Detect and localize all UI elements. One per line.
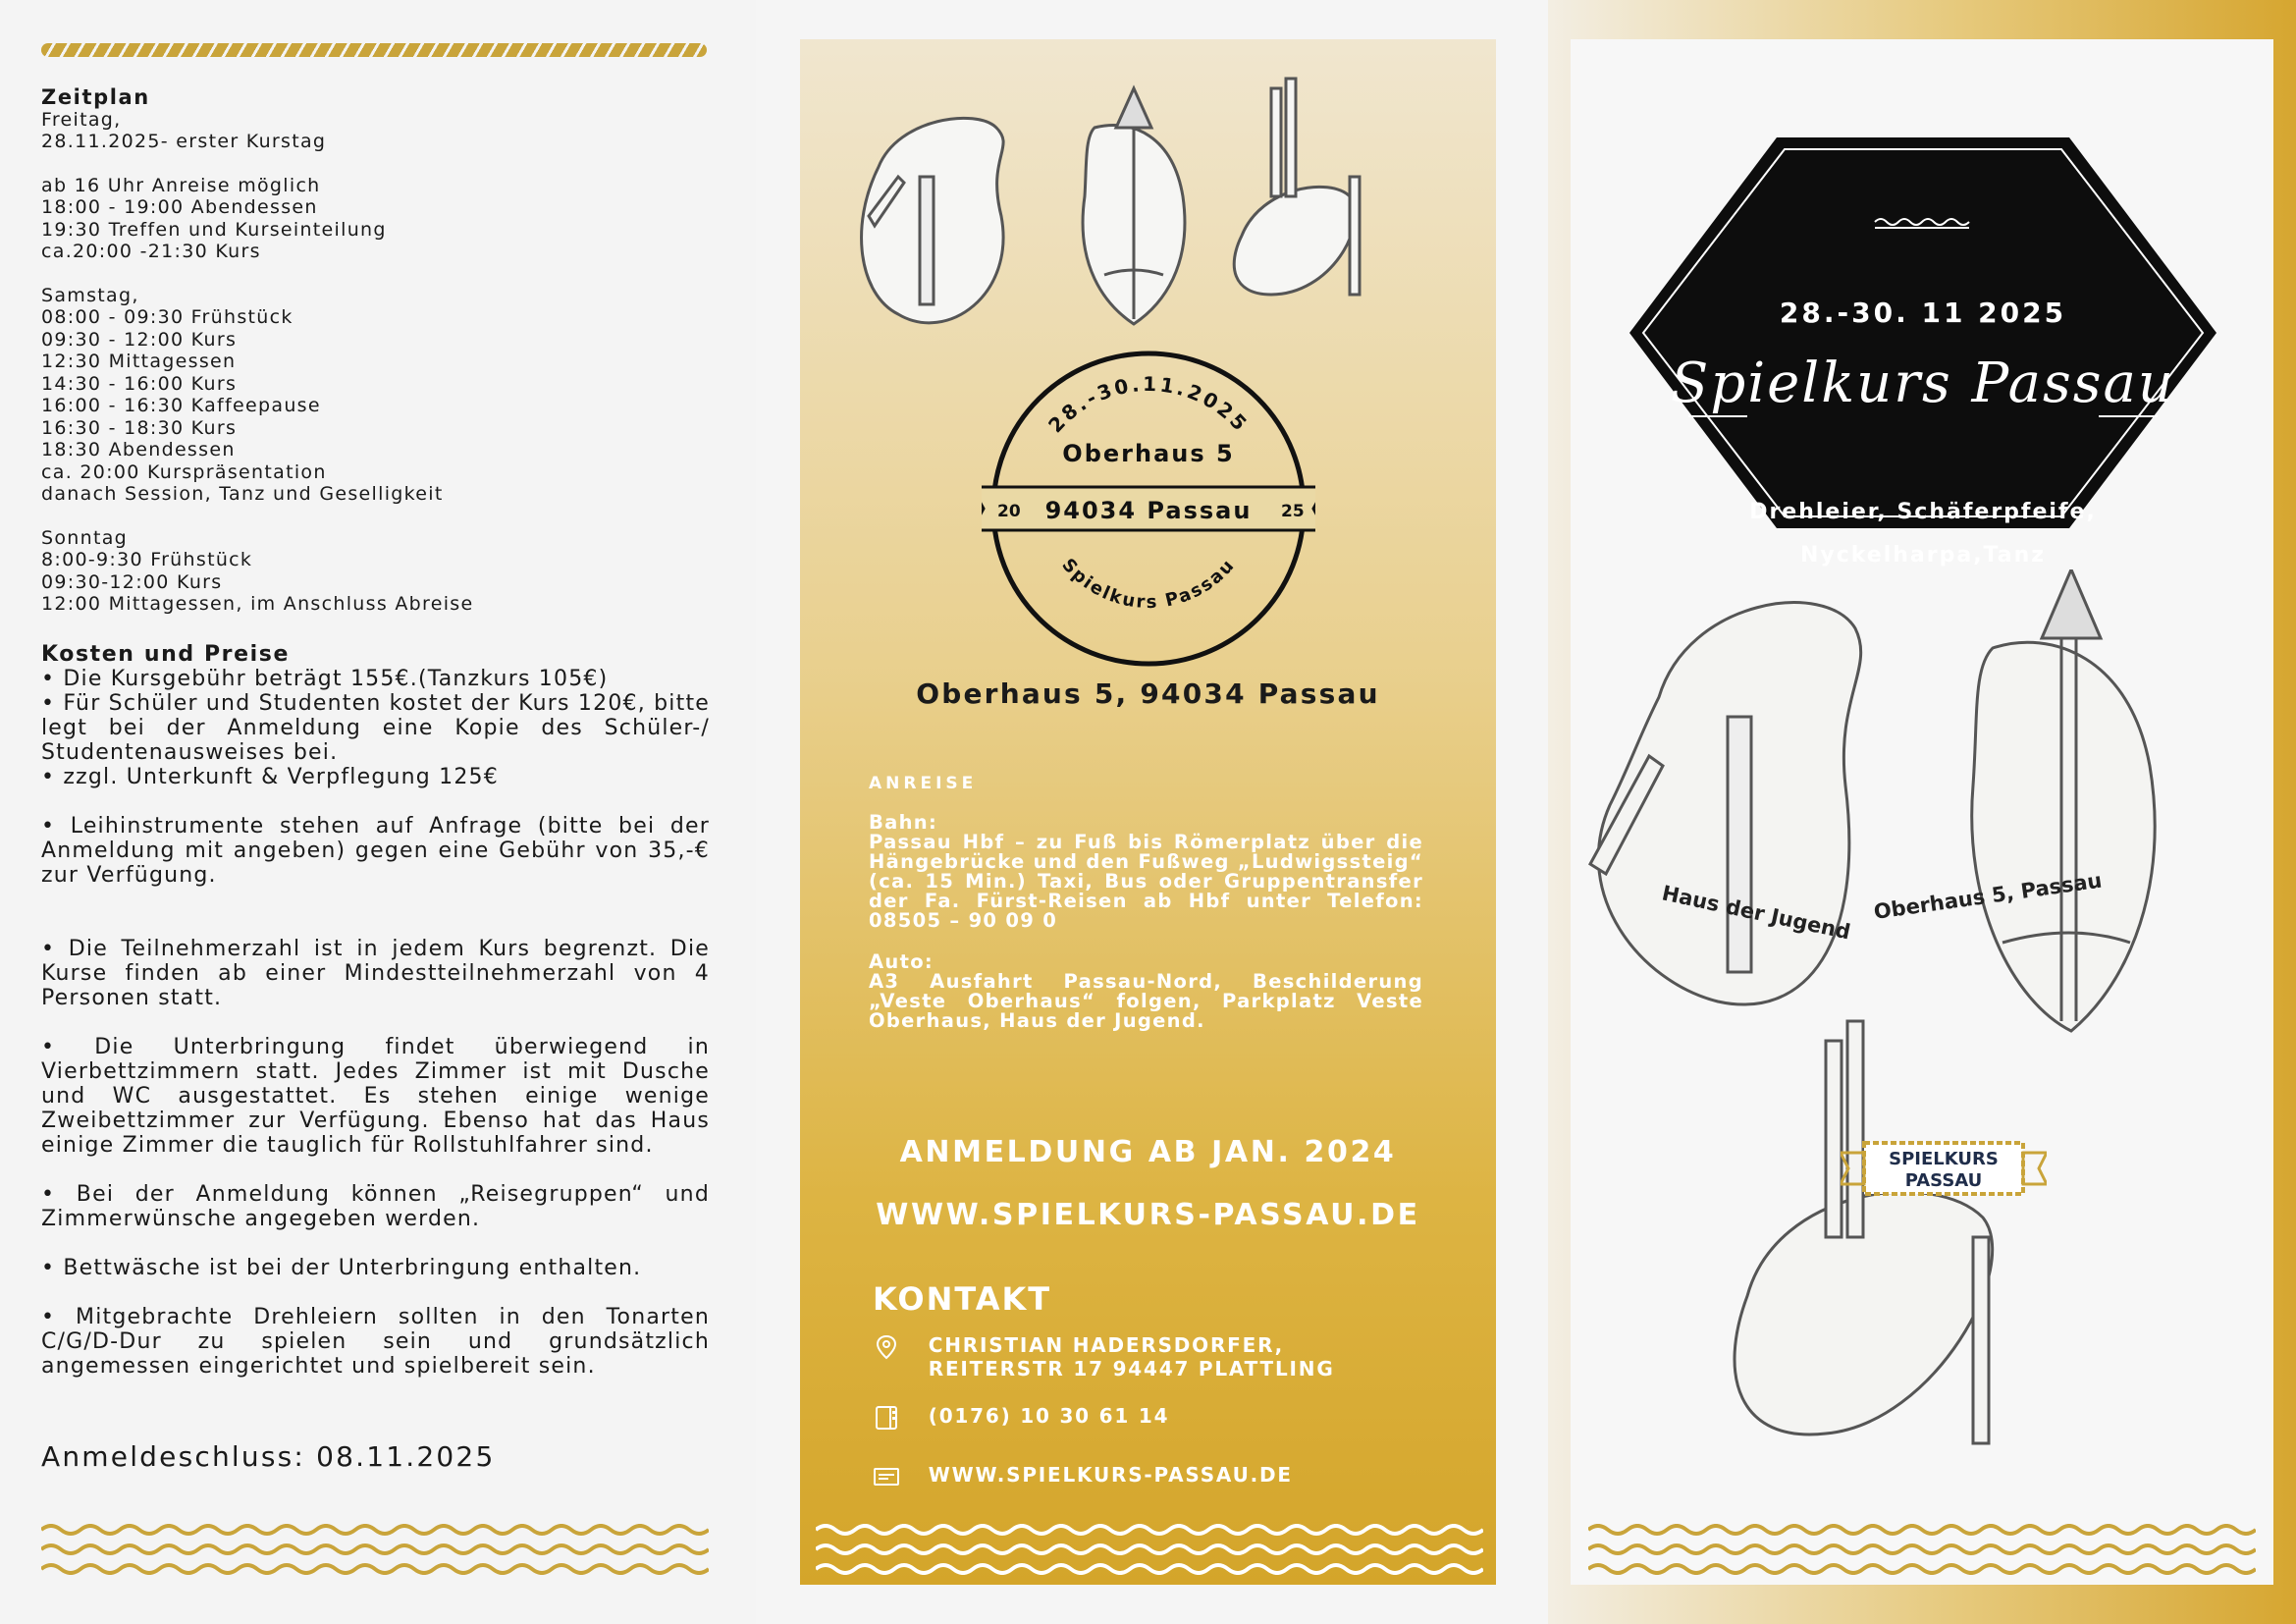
svg-text:Spielkurs Passau	[1057, 555, 1239, 613]
schedule-line: Freitag,	[41, 108, 122, 131]
cost-spacer	[41, 789, 710, 814]
schedule-list	[41, 109, 709, 616]
stamp-date: 28.-30.11.2025	[1043, 371, 1254, 438]
course-badge	[1841, 1139, 2047, 1198]
cover-instruments-illustration	[1580, 569, 2268, 1512]
cost-item: • Die Kursgebühr beträgt 155€.(Tanzkurs 105€)	[41, 667, 609, 691]
svg-text:28.-30.11.2025	[1043, 372, 1254, 437]
schedule-spacer	[41, 263, 709, 285]
rope-divider	[41, 43, 707, 57]
schedule-line: 12:00 Mittagessen, im Anschluss Abreise	[41, 593, 474, 615]
title-hexagon	[1629, 137, 2216, 528]
cover-card	[1571, 39, 2273, 1585]
schedule-section	[41, 86, 709, 616]
phone-icon	[873, 1404, 900, 1432]
costs-section	[41, 642, 710, 1379]
shepherd-pipe-sketch-icon	[1735, 1021, 1993, 1443]
wave-decoration	[41, 1524, 709, 1575]
contact-address-row	[873, 1333, 1335, 1380]
schedule-line: ca.20:00 -21:30 Kurs	[41, 241, 261, 262]
train-directions: Passau Hbf – zu Fuß bis Römerplatz über die Hängebrücke und den Fußweg „Ludwigssteig“ (ca. 15 Min.) Taxi, Bus oder Gruppentransfer der Fa. Fürst-Reisen ab Hbf unter Telefon: 08505 – 90 09 0	[869, 831, 1423, 932]
schedule-spacer	[41, 506, 709, 527]
schedule-line: 8:00-9:30 Frühstück	[41, 549, 253, 570]
cost-item: • Bettwäsche ist bei der Unterbringung enthalten.	[41, 1256, 642, 1280]
registration-deadline: Anmeldeschluss: 08.11.2025	[41, 1440, 496, 1473]
venue-address: Oberhaus 5, 94034 Passau	[916, 677, 1380, 710]
cost-spacer	[41, 1010, 710, 1035]
schedule-line: Samstag,	[41, 284, 139, 306]
cost-item: • Bei der Anmeldung können „Reisegruppen“ und Zimmerwünsche angegeben werden.	[41, 1182, 710, 1231]
schedule-line: ca. 20:00 Kurspräsentation	[41, 460, 327, 483]
stamp-street: Oberhaus 5	[1062, 440, 1235, 467]
cost-item: • Die Teilnehmerzahl ist in jedem Kurs begrenzt. Die Kurse finden ab einer Mindestteilnehmerzahl von 4 Personen statt.	[41, 937, 710, 1010]
instruments-illustration	[839, 69, 1448, 363]
schedule-line: 18:00 - 19:00 Abendessen	[41, 196, 318, 218]
cost-item: • Mitgebrachte Drehleiern sollten in den Tonarten C/G/D-Dur zu spielen sein und grundsätzlich angemessen eingerichtet und spielbereit sein.	[41, 1305, 710, 1379]
travel-heading: ANREISE	[869, 774, 978, 793]
stamp-year-right: 25	[1281, 502, 1305, 521]
location-pin-icon	[873, 1333, 900, 1361]
schedule-line: 28.11.2025- erster Kurstag	[41, 131, 327, 152]
wave-decoration	[1588, 1524, 2256, 1575]
cost-item: • zzgl. Unterkunft & Verpflegung 125€	[41, 765, 499, 789]
cost-item: • Leihinstrumente stehen auf Anfrage (bitte bei der Anmeldung mit angeben) gegen eine Gebühr von 35,-€ zur Verfügung.	[41, 814, 710, 888]
schedule-line: Sonntag	[41, 526, 129, 549]
stamp-year-left: 20	[997, 502, 1021, 521]
schedule-line: 12:30 Mittagessen	[41, 351, 237, 372]
schedule-line: 16:00 - 16:30 Kaffeepause	[41, 395, 321, 416]
stamp-course-name: Spielkurs Passau	[1057, 554, 1240, 614]
contact-web-row	[873, 1463, 1293, 1490]
contact-heading: KONTAKT	[873, 1280, 1052, 1318]
hurdy-gurdy-sketch-icon	[1083, 88, 1185, 324]
shepherd-pipe-sketch-icon	[1234, 79, 1360, 295]
schedule-line: ab 16 Uhr Anreise möglich	[41, 174, 321, 196]
schedule-line: 14:30 - 16:00 Kurs	[41, 372, 238, 395]
wave-decoration	[816, 1524, 1483, 1575]
course-date: 28.-30. 11 2025	[1779, 297, 2067, 329]
schedule-heading: Zeitplan	[41, 85, 150, 109]
course-instruments-line-1: Drehleier, Schäferpfeife,	[1749, 500, 2097, 524]
schedule-spacer	[41, 153, 709, 175]
left-panel	[0, 0, 756, 1624]
schedule-line: 16:30 - 18:30 Kurs	[41, 416, 238, 439]
course-instruments	[1629, 491, 2216, 577]
registration-start: ANMELDUNG AB JAN. 2024	[899, 1135, 1397, 1169]
bagpipe-sketch-icon	[862, 118, 1004, 322]
schedule-line: 19:30 Treffen und Kurseinteilung	[41, 218, 387, 241]
schedule-line: 18:30 Abendessen	[41, 439, 236, 460]
badge-line-1: SPIELKURS	[1889, 1149, 1999, 1169]
label-venue: Oberhaus 5, Passau	[1872, 868, 2104, 924]
schedule-line: danach Session, Tanz und Geselligkeit	[41, 483, 444, 505]
stamp-city: 94034 Passau	[1044, 497, 1253, 524]
cost-item: • Für Schüler und Studenten kostet der Kurs 120€, bitte legt bei der Anmeldung eine Kopie des Schüler-/ Studentenausweises bei.	[41, 691, 710, 765]
schedule-line: 09:30 - 12:00 Kurs	[41, 328, 238, 351]
label-youth-hostel: Haus der Jugend	[1659, 881, 1853, 945]
course-instruments-line-2: Nyckelharpa,Tanz	[1799, 543, 2047, 568]
contact-street: REITERSTR 17 94447 PLATTLING	[928, 1357, 1335, 1380]
costs-list	[41, 667, 710, 1379]
schedule-line: 09:30-12:00 Kurs	[41, 570, 223, 593]
bagpipe-sketch-icon	[1590, 603, 1861, 1004]
badge-line-2: PASSAU	[1904, 1170, 1983, 1191]
contact-name: CHRISTIAN HADERSDORFER,	[928, 1333, 1285, 1357]
cost-spacer	[41, 1280, 710, 1305]
contact-phone-row	[873, 1404, 1169, 1432]
schedule-line: 08:00 - 09:30 Frühstück	[41, 306, 294, 328]
costs-heading: Kosten und Preise	[41, 642, 291, 667]
middle-panel	[800, 39, 1496, 1585]
course-title: Spielkurs Passau	[1671, 352, 2175, 415]
travel-section	[869, 774, 1423, 1053]
car-label: Auto:	[869, 950, 934, 973]
cost-spacer	[41, 1158, 710, 1182]
cost-spacer	[41, 912, 710, 937]
car-directions: A3 Ausfahrt Passau-Nord, Beschilderung „Veste Oberhaus“ folgen, Parkplatz Veste Oberhaus, Haus der Jugend.	[869, 970, 1423, 1032]
train-label: Bahn:	[869, 811, 938, 834]
website-link-big[interactable]: WWW.SPIELKURS-PASSAU.DE	[876, 1198, 1420, 1232]
hurdy-gurdy-sketch-icon	[1972, 569, 2155, 1031]
contact-phone[interactable]: (0176) 10 30 61 14	[928, 1404, 1170, 1428]
web-icon	[873, 1463, 900, 1490]
contact-website[interactable]: WWW.SPIELKURS-PASSAU.DE	[928, 1463, 1293, 1487]
cost-spacer	[41, 888, 710, 912]
right-panel	[1548, 0, 2296, 1624]
cost-spacer	[41, 1231, 710, 1256]
location-stamp	[982, 342, 1315, 676]
cost-item: • Die Unterbringung findet überwiegend in Vierbettzimmern statt. Jedes Zimmer ist mit Dusche und WC ausgestattet. Es stehen einige wenige Zweibettzimmer zur Verfügung. Ebenso hat das Haus einige Zimmer die tauglich für Rollstuhlfahrer sind.	[41, 1035, 710, 1158]
